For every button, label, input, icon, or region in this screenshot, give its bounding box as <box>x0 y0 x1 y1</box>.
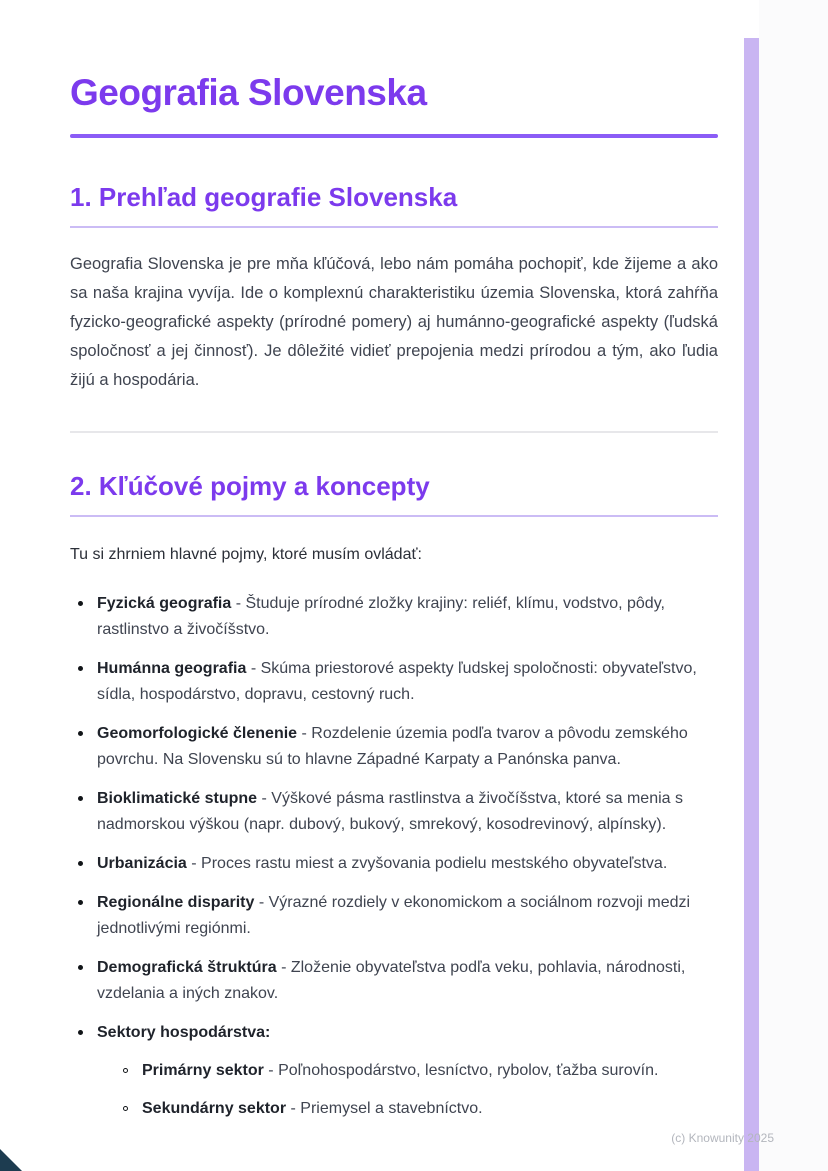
item-description: - Skúma priestorové aspekty ľudskej spoločnosti: obyvateľstvo, sídla, hospodárstvo, dopravu, cestovný ruch. <box>97 660 697 703</box>
list-item <box>70 851 718 877</box>
item-description: - Študuje prírodné zložky krajiny: reliéf, klímu, vodstvo, pôdy, rastlinstvo a živočíšstvo. <box>97 595 665 638</box>
bullet-icon <box>78 666 83 671</box>
item-term: Urbanizácia <box>97 855 187 872</box>
list-item <box>70 890 718 942</box>
item-description: - Výškové pásma rastlinstva a živočíšstva, ktoré sa menia s nadmorskou výškou (napr. dubový, bukový, smrekový, kosodrevinový, alpínsky). <box>97 790 683 833</box>
page-right-gutter <box>759 0 828 1171</box>
list-item <box>70 1020 718 1122</box>
item-term: Regionálne disparity <box>97 894 255 911</box>
title-rule <box>70 134 718 138</box>
section-2-intro: Tu si zhrniem hlavné pojmy, ktoré musím ovládať: <box>70 546 422 563</box>
bullet-icon <box>78 601 83 606</box>
item-term: Sektory hospodárstva: <box>97 1024 271 1041</box>
section-1-underline <box>70 226 718 228</box>
item-description: - Rozdelenie územia podľa tvarov a pôvodu zemského povrchu. Na Slovensku sú to hlavne Západné Karpaty a Panónska panva. <box>97 725 688 768</box>
bullet-icon <box>78 731 83 736</box>
item-term: Bioklimatické stupne <box>97 790 258 807</box>
item-term: Sekundárny sektor <box>142 1100 287 1117</box>
item-term: Humánna geografia <box>97 660 247 677</box>
copyright-note: (c) Knowunity 2025 <box>671 1131 774 1145</box>
item-description: - Proces rastu miest a zvyšovania podielu mestského obyvateľstva. <box>191 855 668 872</box>
item-term: Fyzická geografia <box>97 595 232 612</box>
list-item <box>70 591 718 643</box>
section-1-body: Geografia Slovenska je pre mňa kľúčová, lebo nám pomáha pochopiť, kde žijeme a ako sa naša krajina vyvíja. Ide o komplexnú charakteristiku územia Slovenska, ktorá zahŕňa fyzicko-geografické aspekty (prírodné pomery) aj humánno-geografické aspekty (ľudská spoločnosť a jej činnosť). Je dôležité vidieť prepojenia medzi prírodou a tým, ako ľudia žijú a hospodária. <box>70 255 718 389</box>
sub-list-item <box>115 1096 718 1122</box>
list-item <box>70 786 718 838</box>
bullet-icon <box>78 900 83 905</box>
circle-bullet-icon <box>123 1068 128 1073</box>
item-term: Primárny sektor <box>142 1062 264 1079</box>
section-1-heading: 1. Prehľad geografie Slovenska <box>70 182 458 212</box>
item-description: - Zloženie obyvateľstva podľa veku, pohlavia, národnosti, vzdelania a iných znakov. <box>97 959 686 1002</box>
item-description: - Výrazné rozdiely v ekonomickom a sociálnom rozvoji medzi jednotlivými regiónmi. <box>97 894 691 937</box>
item-description: - Poľnohospodárstvo, lesníctvo, rybolov, ťažba surovín. <box>268 1062 659 1079</box>
bullet-icon <box>78 965 83 970</box>
bullet-icon <box>78 796 83 801</box>
list-item <box>70 721 718 773</box>
concepts-list <box>70 591 718 1122</box>
bullet-icon <box>78 1030 83 1035</box>
sub-list <box>115 1058 718 1122</box>
section-2-underline <box>70 515 718 517</box>
list-item <box>70 656 718 708</box>
item-description: - Priemysel a stavebníctvo. <box>290 1100 483 1117</box>
bullet-icon <box>78 861 83 866</box>
list-item <box>70 955 718 1007</box>
page-edge-stripe <box>744 38 759 1171</box>
page-corner-accent <box>0 1149 22 1171</box>
section-2-heading: 2. Kľúčové pojmy a koncepty <box>70 471 430 501</box>
section-divider <box>70 431 718 433</box>
sub-list-item <box>115 1058 718 1084</box>
item-term: Demografická štruktúra <box>97 959 277 976</box>
circle-bullet-icon <box>123 1106 128 1111</box>
item-term: Geomorfologické členenie <box>97 725 298 742</box>
document-content <box>70 0 718 1122</box>
document-title: Geografia Slovenska <box>70 72 427 113</box>
